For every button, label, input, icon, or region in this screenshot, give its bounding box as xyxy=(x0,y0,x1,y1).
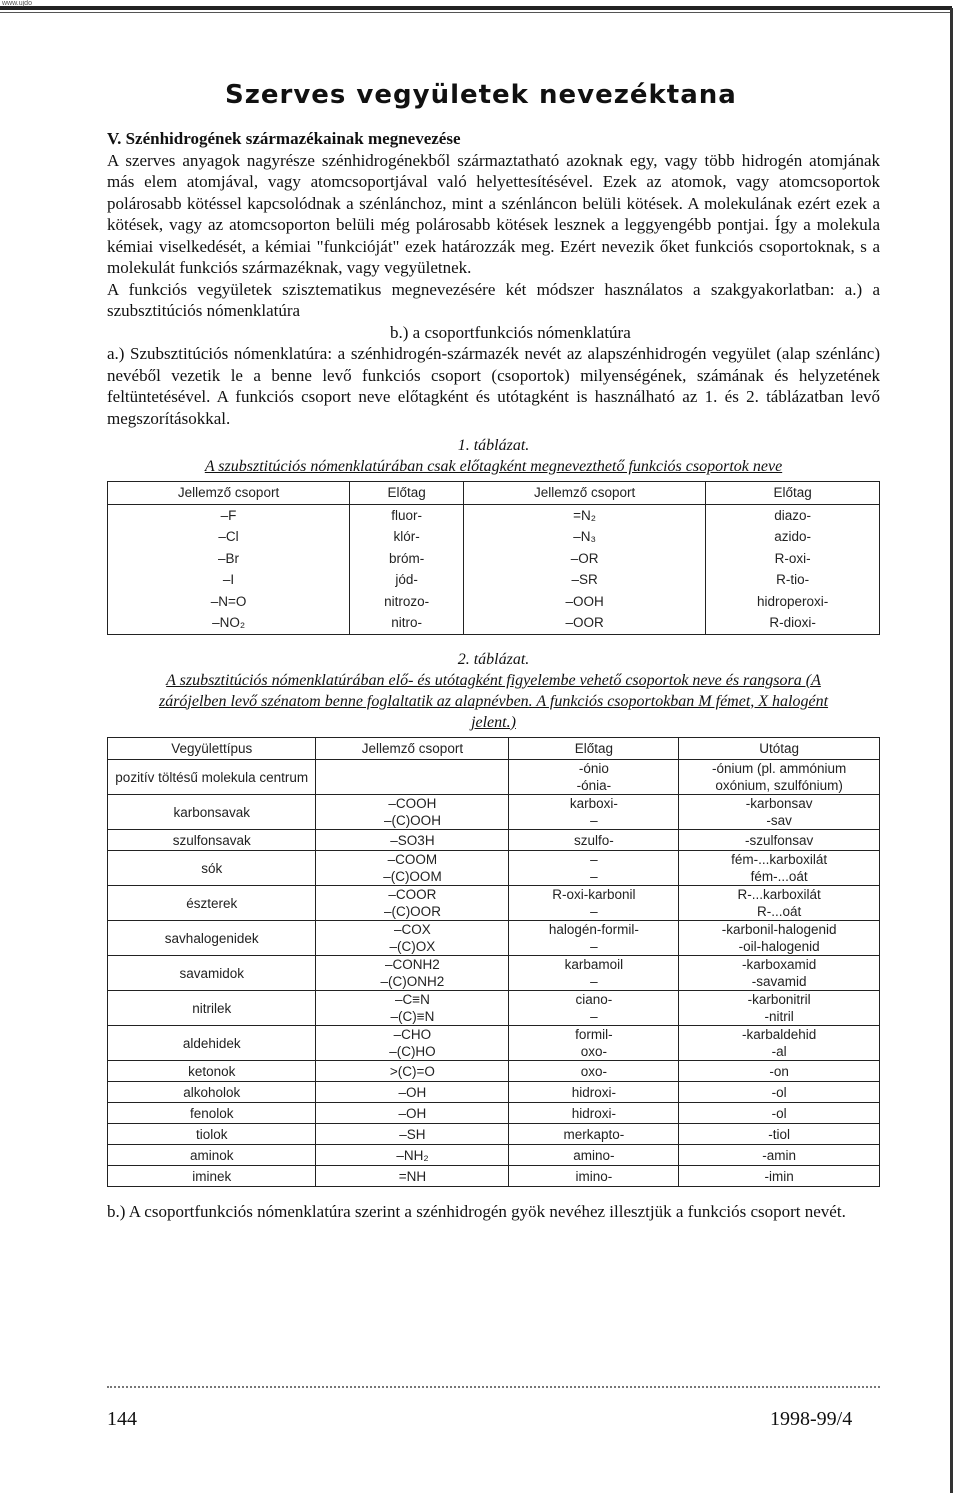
table1-row xyxy=(108,569,880,591)
page-number: 144 xyxy=(107,1408,137,1430)
table1-body xyxy=(108,504,880,634)
table1-row xyxy=(108,504,880,526)
table2-header: Jellemző csoport xyxy=(316,737,509,760)
table2-group-line: –(C)OOH xyxy=(383,813,441,828)
table2-suffix-line: -savamid xyxy=(751,974,807,989)
table2-prefix-line: oxo- xyxy=(580,1044,607,1059)
table1-cell: nitro- xyxy=(350,612,464,634)
table1-cell: –I xyxy=(108,569,350,591)
table2-suffix-line: -nitril xyxy=(764,1009,794,1024)
table2-prefix-line: -ónio xyxy=(578,761,609,776)
table2-group-line: –COOM xyxy=(387,852,438,867)
table1-header: Jellemző csoport xyxy=(464,482,706,505)
table2-row xyxy=(108,1082,880,1103)
table2-prefix-cell xyxy=(509,851,679,886)
table2-prefix-line: amino- xyxy=(573,1147,615,1163)
table2-type-cell: savhalogenidek xyxy=(108,921,316,956)
table1-cell: nitrozo- xyxy=(350,591,464,613)
table2-row xyxy=(108,851,880,886)
table2-group-line: =NH xyxy=(398,1168,427,1184)
table2-suffix-cell xyxy=(679,1103,880,1124)
table1-cell: –SR xyxy=(464,569,706,591)
table2-prefix-line: imino- xyxy=(575,1168,613,1184)
table2-prefix-cell xyxy=(509,886,679,921)
table1-caption: A szubsztitúciós nómenklatúrában csak előtagként megnevezthető funkciós csoportok neve xyxy=(204,458,783,475)
table2-type-cell: aminok xyxy=(108,1145,316,1166)
table2-prefix-line: – xyxy=(590,1009,598,1024)
table1-cell: –NO₂ xyxy=(108,612,350,634)
table2-row xyxy=(108,886,880,921)
table2-group-line: –CHO xyxy=(393,1027,432,1042)
table2-group-line: –SH xyxy=(399,1126,426,1142)
table2-header-row xyxy=(108,737,880,760)
table2-type-cell: alkoholok xyxy=(108,1082,316,1103)
table2-group-line: –CONH2 xyxy=(385,957,440,972)
table2-prefix-line: R-oxi-karbonil xyxy=(552,887,636,902)
table2-suffix-line: -karboxamid xyxy=(741,957,817,972)
table2-group-cell xyxy=(316,956,509,991)
table2-suffix-line: R-...oát xyxy=(757,904,802,919)
table1-cell: –Br xyxy=(108,548,350,570)
footer-rule xyxy=(107,1386,880,1388)
table2-suffix-line: -ol xyxy=(771,1084,787,1100)
table2-prefix-cell xyxy=(509,1166,679,1187)
table2-group-cell xyxy=(316,1103,509,1124)
table1-cell: –OOR xyxy=(464,612,706,634)
table2-prefix-cell xyxy=(509,1082,679,1103)
table2-prefix-cell xyxy=(509,1124,679,1145)
table2-suffix-line: -imin xyxy=(764,1168,794,1184)
table2-row xyxy=(108,830,880,851)
table2-row xyxy=(108,795,880,830)
table2-row xyxy=(108,1166,880,1187)
table2-suffix-cell xyxy=(679,1026,880,1061)
table1-header-row xyxy=(108,482,880,505)
table2-group-line: –COOH xyxy=(388,796,437,811)
table2-row xyxy=(108,760,880,795)
table2-suffix-line: -on xyxy=(769,1063,789,1079)
table2-type-cell: aldehidek xyxy=(108,1026,316,1061)
table2-suffix-line: -karbonitril xyxy=(747,992,811,1007)
table2-group-line: –C≡N xyxy=(394,992,430,1007)
table2-header: Előtag xyxy=(509,737,679,760)
table2-type-cell: szulfonsavak xyxy=(108,830,316,851)
paragraph-intro: A szerves anyagok nagyrésze szénhidrogénekből származtatható azoknak egy, vagy több hidrogén atomjának más elem atomjával, vagy atomcsoportjával való helyettesítésével. Ezek az atomok, vagy atomcsoportok polárosabb kötéssel kapcsolódnak a szénlánchoz, mint a szénláncon belüli kötések. A molekulának ezért ezek a kötések, vagy az atomcsoporton belüli még polárosabb kötések lesznek a leggyengébb pontjai. Így a molekula kémiai viselkedését, a kémiai "funkcióját" ezek határozzák meg. Ezért nevezik őket funkciós csoportoknak, s a molekulát funkciós származéknak, vagy vegyületnek. xyxy=(107,150,880,277)
table2-prefix-cell xyxy=(509,795,679,830)
table2-suffix-cell xyxy=(679,1124,880,1145)
table2-prefix-cell xyxy=(509,1145,679,1166)
table1-label: 1. táblázat. xyxy=(457,437,530,454)
table2-header: Vegyülettípus xyxy=(108,737,316,760)
table1-row xyxy=(108,548,880,570)
table2-group-line: –(C)OX xyxy=(389,939,436,954)
table2-prefix-line: – xyxy=(590,939,598,954)
table2-row xyxy=(108,1061,880,1082)
table1-header: Jellemző csoport xyxy=(108,482,350,505)
table1-cell: =N₂ xyxy=(464,504,706,526)
table2-row xyxy=(108,991,880,1026)
table2-suffix-line: -amin xyxy=(762,1147,797,1163)
table2-suffix-cell xyxy=(679,886,880,921)
table2-group-line: –NH₂ xyxy=(396,1147,429,1163)
page-title: Szerves vegyületek nevezéktana xyxy=(225,80,737,110)
table1-row xyxy=(108,612,880,634)
table2-suffix-line: R-...karboxilát xyxy=(737,887,821,902)
table2-body xyxy=(108,760,880,1187)
table2-suffix-line: -szulfonsav xyxy=(744,832,814,848)
table2-row xyxy=(108,1103,880,1124)
table2-label: 2. táblázat. xyxy=(457,650,530,668)
top-rule xyxy=(0,6,952,10)
table1-row xyxy=(108,526,880,548)
table2-group-line: –(C)≡N xyxy=(390,1009,435,1024)
table2-type-cell: észterek xyxy=(108,886,316,921)
table2-prefix-line: – xyxy=(590,813,598,828)
table2-prefix-line: -ónia- xyxy=(576,778,612,793)
table2-row xyxy=(108,921,880,956)
table1-cell: –N=O xyxy=(108,591,350,613)
table2-group-cell xyxy=(316,1145,509,1166)
table2-prefix-line: hidroxi- xyxy=(571,1084,616,1100)
paragraph-methods: A funkciós vegyületek szisztematikus megnevezésére két módszer használatos a szakgyakorlatban: a.) a szubsztitúciós nómenklatúra xyxy=(107,279,880,320)
table2-prefix-cell xyxy=(509,1026,679,1061)
table2-group-line: –COX xyxy=(394,922,431,937)
table2-prefix-cell xyxy=(509,830,679,851)
table2-type-cell: sók xyxy=(108,851,316,886)
table2-group-cell xyxy=(316,1124,509,1145)
table2-prefix-line: – xyxy=(590,869,598,884)
table1-cell: –OOH xyxy=(464,591,706,613)
table2-prefix-line: formil- xyxy=(575,1027,613,1042)
table2-group-cell xyxy=(316,1082,509,1103)
table2-group-cell xyxy=(316,921,509,956)
table2-group-cell xyxy=(316,760,509,795)
table2-suffix-line: -ol xyxy=(771,1105,787,1121)
table1-cell: azido- xyxy=(706,526,880,548)
table2-group-cell xyxy=(316,1061,509,1082)
top-rule-thin xyxy=(0,12,952,13)
table1-cell: –F xyxy=(108,504,350,526)
table1-cell: diazo- xyxy=(706,504,880,526)
table2-row xyxy=(108,1124,880,1145)
table2-type-cell: tiolok xyxy=(108,1124,316,1145)
section-heading: V. Szénhidrogének származékainak megnevezése xyxy=(107,129,461,148)
table2-group-cell xyxy=(316,795,509,830)
table1 xyxy=(107,481,880,635)
table2-type-cell: savamidok xyxy=(108,956,316,991)
table2-prefix-line: hidroxi- xyxy=(571,1105,616,1121)
table2-row xyxy=(108,1026,880,1061)
table2-prefix-line: merkapto- xyxy=(563,1126,625,1142)
table1-cell: jód- xyxy=(350,569,464,591)
table1-cell: fluor- xyxy=(350,504,464,526)
table2-suffix-cell xyxy=(679,830,880,851)
table2-type-cell: iminek xyxy=(108,1166,316,1187)
table2-prefix-cell xyxy=(509,991,679,1026)
table2-suffix-line: -karbonsav xyxy=(745,796,813,811)
table2-group-cell xyxy=(316,830,509,851)
table2-type-cell: pozitív töltésű molekula centrum xyxy=(108,760,316,795)
table2-prefix-cell xyxy=(509,1103,679,1124)
table2-suffix-line: fém-...oát xyxy=(750,869,808,884)
table2-group-cell xyxy=(316,851,509,886)
table2-suffix-cell xyxy=(679,991,880,1026)
issue-number: 1998-99/4 xyxy=(770,1408,853,1430)
table2-group-line: –(C)ONH2 xyxy=(380,974,445,989)
table1-cell: hidroperoxi- xyxy=(706,591,880,613)
table2-group-cell xyxy=(316,1026,509,1061)
table2-group-cell xyxy=(316,1166,509,1187)
paragraph-closing: b.) A csoportfunkciós nómenklatúra szerint a szénhidrogén gyök nevéhez illesztjük a funkciós csoport nevét. xyxy=(107,1202,846,1221)
table1-cell: –N₃ xyxy=(464,526,706,548)
table1-cell: R-tio- xyxy=(706,569,880,591)
table2-suffix-line: -karbaldehid xyxy=(741,1027,817,1042)
table2-group-cell xyxy=(316,991,509,1026)
table2-prefix-line: – xyxy=(590,904,598,919)
table2-group-line: –(C)HO xyxy=(389,1044,436,1059)
table2-prefix-line: halogén-formil- xyxy=(548,922,639,937)
table2-group-line: –OH xyxy=(398,1084,427,1100)
table2-suffix-cell xyxy=(679,1061,880,1082)
table1-header: Előtag xyxy=(350,482,464,505)
table2-suffix-line: -sav xyxy=(766,813,792,828)
table2-header: Utótag xyxy=(679,737,880,760)
table2-suffix-cell xyxy=(679,760,880,795)
table2-type-cell: ketonok xyxy=(108,1061,316,1082)
table2-prefix-line: oxo- xyxy=(580,1063,607,1079)
table2-suffix-cell xyxy=(679,956,880,991)
table2-suffix-line: fém-...karboxilát xyxy=(731,852,828,867)
table2-suffix-cell xyxy=(679,851,880,886)
table2-group-line: –(C)OOR xyxy=(383,904,441,919)
table2-group-line: >(C)=O xyxy=(389,1063,435,1079)
table2-prefix-line: szulfo- xyxy=(573,832,614,848)
table2-suffix-line: -karbonil-halogenid xyxy=(721,922,837,937)
table2-prefix-line: ciano- xyxy=(575,992,613,1007)
table2-caption: A szubsztitúciós nómenklatúrában elő- és utótagként figyelembe vehető csoportok neve és rangsora (A zárójelben levő szénatom benne foglaltatik az alapnévben. A funkciós csoportokban M fémet, X halogént jelent.) xyxy=(158,671,829,731)
table2-suffix-line: -al xyxy=(771,1044,787,1059)
article-body xyxy=(107,128,880,1223)
table2-suffix-cell xyxy=(679,1082,880,1103)
table1-cell: klór- xyxy=(350,526,464,548)
table2-group-line: –OH xyxy=(398,1105,427,1121)
table2-prefix-cell xyxy=(509,921,679,956)
table2-row xyxy=(108,1145,880,1166)
table2-suffix-line: -ónium (pl. ammónium xyxy=(711,761,847,776)
table2-type-cell: nitrilek xyxy=(108,991,316,1026)
header-mark: www.ujdo xyxy=(2,0,32,7)
table2-suffix-cell xyxy=(679,921,880,956)
table2-type-cell: karbonsavak xyxy=(108,795,316,830)
paragraph-method-b: b.) a csoportfunkciós nómenklatúra xyxy=(390,322,631,342)
table2-suffix-cell xyxy=(679,795,880,830)
table2-group-cell xyxy=(316,886,509,921)
table2-prefix-line: karbamoil xyxy=(564,957,624,972)
table2-prefix-cell xyxy=(509,956,679,991)
table2-suffix-line: oxónium, szulfónium) xyxy=(715,778,843,793)
table2-suffix-line: -tiol xyxy=(768,1126,791,1142)
table1-row xyxy=(108,591,880,613)
table2-prefix-cell xyxy=(509,1061,679,1082)
table2-row xyxy=(108,956,880,991)
table2-prefix-cell xyxy=(509,760,679,795)
table2-prefix-line: – xyxy=(590,974,598,989)
table1-header: Előtag xyxy=(706,482,880,505)
table2 xyxy=(107,737,880,1188)
table1-cell: bróm- xyxy=(350,548,464,570)
paragraph-substitution: a.) Szubsztitúciós nómenklatúra: a szénhidrogén-származék nevét az alapszénhidrogén vegyület (alap szénlánc) nevéből vezetik le a benne levő funkciós csoport (csoportok) milyenségének, számának és helyzetének feltüntetésével. A funkciós csoport neve előtagként és utótagként is használható az 1. és 2. táblázatban levő megszorításokkal. xyxy=(107,344,880,428)
table1-cell: R-dioxi- xyxy=(706,612,880,634)
table2-group-line: –(C)OOM xyxy=(383,869,442,884)
table2-group-line: –SO3H xyxy=(390,832,435,848)
table2-suffix-line: -oil-halogenid xyxy=(738,939,820,954)
table1-cell: –Cl xyxy=(108,526,350,548)
table1-cell: –OR xyxy=(464,548,706,570)
table2-suffix-cell xyxy=(679,1166,880,1187)
table2-type-cell: fenolok xyxy=(108,1103,316,1124)
table2-prefix-line: karboxi- xyxy=(569,796,618,811)
table2-suffix-cell xyxy=(679,1145,880,1166)
table1-cell: R-oxi- xyxy=(706,548,880,570)
table2-prefix-line: – xyxy=(590,852,598,867)
table2-group-line: –COOR xyxy=(388,887,437,902)
right-margin-rule xyxy=(950,8,953,1493)
